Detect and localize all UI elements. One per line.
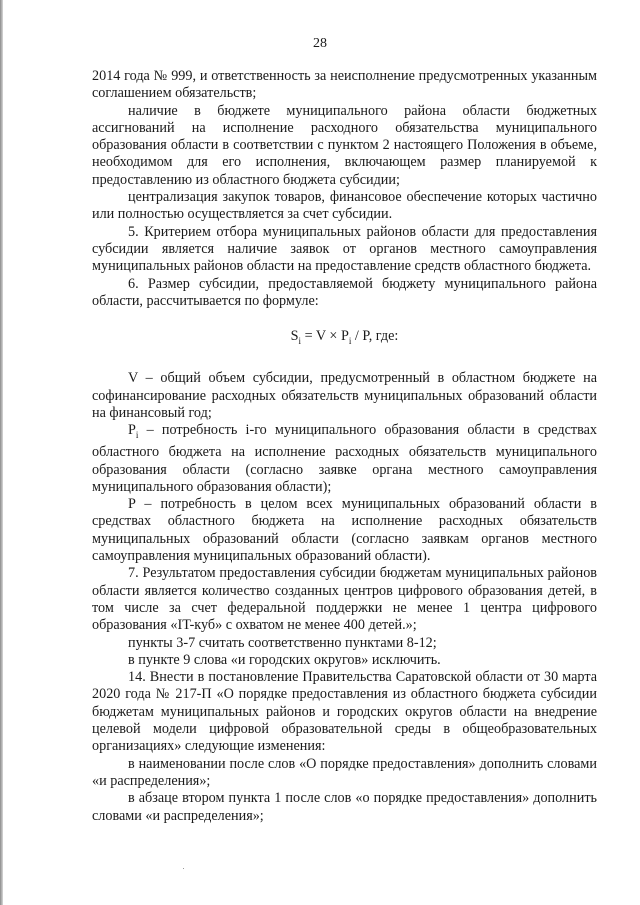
- formula-end: / P, где:: [351, 328, 399, 345]
- formula-s-sub: i: [298, 335, 302, 346]
- paragraph-clause-amendment: в абзаце втором пункта 1 после слов «о порядке предоставления» дополнить словами «и распределения»;: [92, 790, 597, 824]
- paragraph-centralized-procurement: централизация закупок товаров, финансовое обеспечение которых частично или полностью осуществляется за счет субсидии.: [92, 189, 597, 223]
- paragraph-budget-allocations: наличие в бюджете муниципального района области бюджетных ассигнований на исполнение расходного обязательства муниципального образования области в соответствии с пунктом 2 настоящего Положения в объеме, необходимом для его исполнения, включающем размер планируемой к предоставлению из областного бюджета субсидии;: [92, 102, 597, 188]
- document-body: [92, 68, 597, 825]
- definition-pi-symbol: P: [128, 422, 136, 439]
- definition-pi-text: – потребность i-го муниципального образования области в средствах областного бюджета на исполнение расходных обязательств муниципального образования области (согласно заявке органа местного самоуправления муниципального образования области);: [92, 422, 597, 495]
- formula-mid: = V × P: [301, 328, 349, 345]
- paragraph-title-amendment: в наименовании после слов «О порядке предоставления» дополнить словами «и распределения»;: [92, 755, 597, 789]
- paragraph-item-9: в пункте 9 слова «и городских округов» исключить.: [128, 651, 441, 668]
- definition-p: P – потребность в целом всех муниципальных образований области в средствах областного бюджета на исполнение расходных обязательств муниципальных образований области (согласно заявкам органов местного самоуправления муниципальных образований области).: [92, 496, 597, 565]
- paragraph-item-6: 6. Размер субсидии, предоставляемой бюджету муниципального района области, рассчитывается по формуле:: [92, 275, 597, 309]
- definition-v: V – общий объем субсидии, предусмотренный в областном бюджете на софинансирование расходных обязательств муниципальных образований области на финансовый год;: [92, 370, 597, 421]
- scan-edge: [0, 0, 3, 905]
- subsidy-formula: [92, 328, 597, 350]
- page-number: 28: [313, 36, 327, 51]
- paragraph-item-14: 14. Внести в постановление Правительства Саратовской области от 30 марта 2020 года № 217-П «О порядке предоставления из областного бюджета субсидии бюджетам муниципальных районов и городских округов области на внедрение целевой модели цифровой образовательной среды в общеобразовательных организациях» следующие изменения:: [92, 669, 597, 755]
- formula-p-sub: i: [348, 335, 352, 346]
- definition-pi-sub: i: [135, 430, 139, 440]
- paragraph-continuation: 2014 года № 999, и ответственность за неисполнение предусмотренных указанным соглашением обязательств;: [92, 68, 597, 102]
- definition-pi: [92, 422, 597, 496]
- paragraph-item-7: 7. Результатом предоставления субсидии бюджетам муниципальных районов области является количество созданных центров цифрового образования детей, в том числе за счет федеральной поддержки не менее 1 центра цифрового образования «IT-куб» с охватом не менее 400 детей.»;: [92, 565, 597, 634]
- scan-speck: [183, 868, 184, 869]
- paragraph-item-5: 5. Критерием отбора муниципальных районов области для предоставления субсидии является наличие заявок от органов местного самоуправления муниципальных районов области на предоставление средств областного бюджета.: [92, 223, 597, 275]
- formula-s: S: [290, 328, 299, 345]
- paragraph-renumber: пункты 3-7 считать соответственно пунктами 8-12;: [128, 634, 437, 651]
